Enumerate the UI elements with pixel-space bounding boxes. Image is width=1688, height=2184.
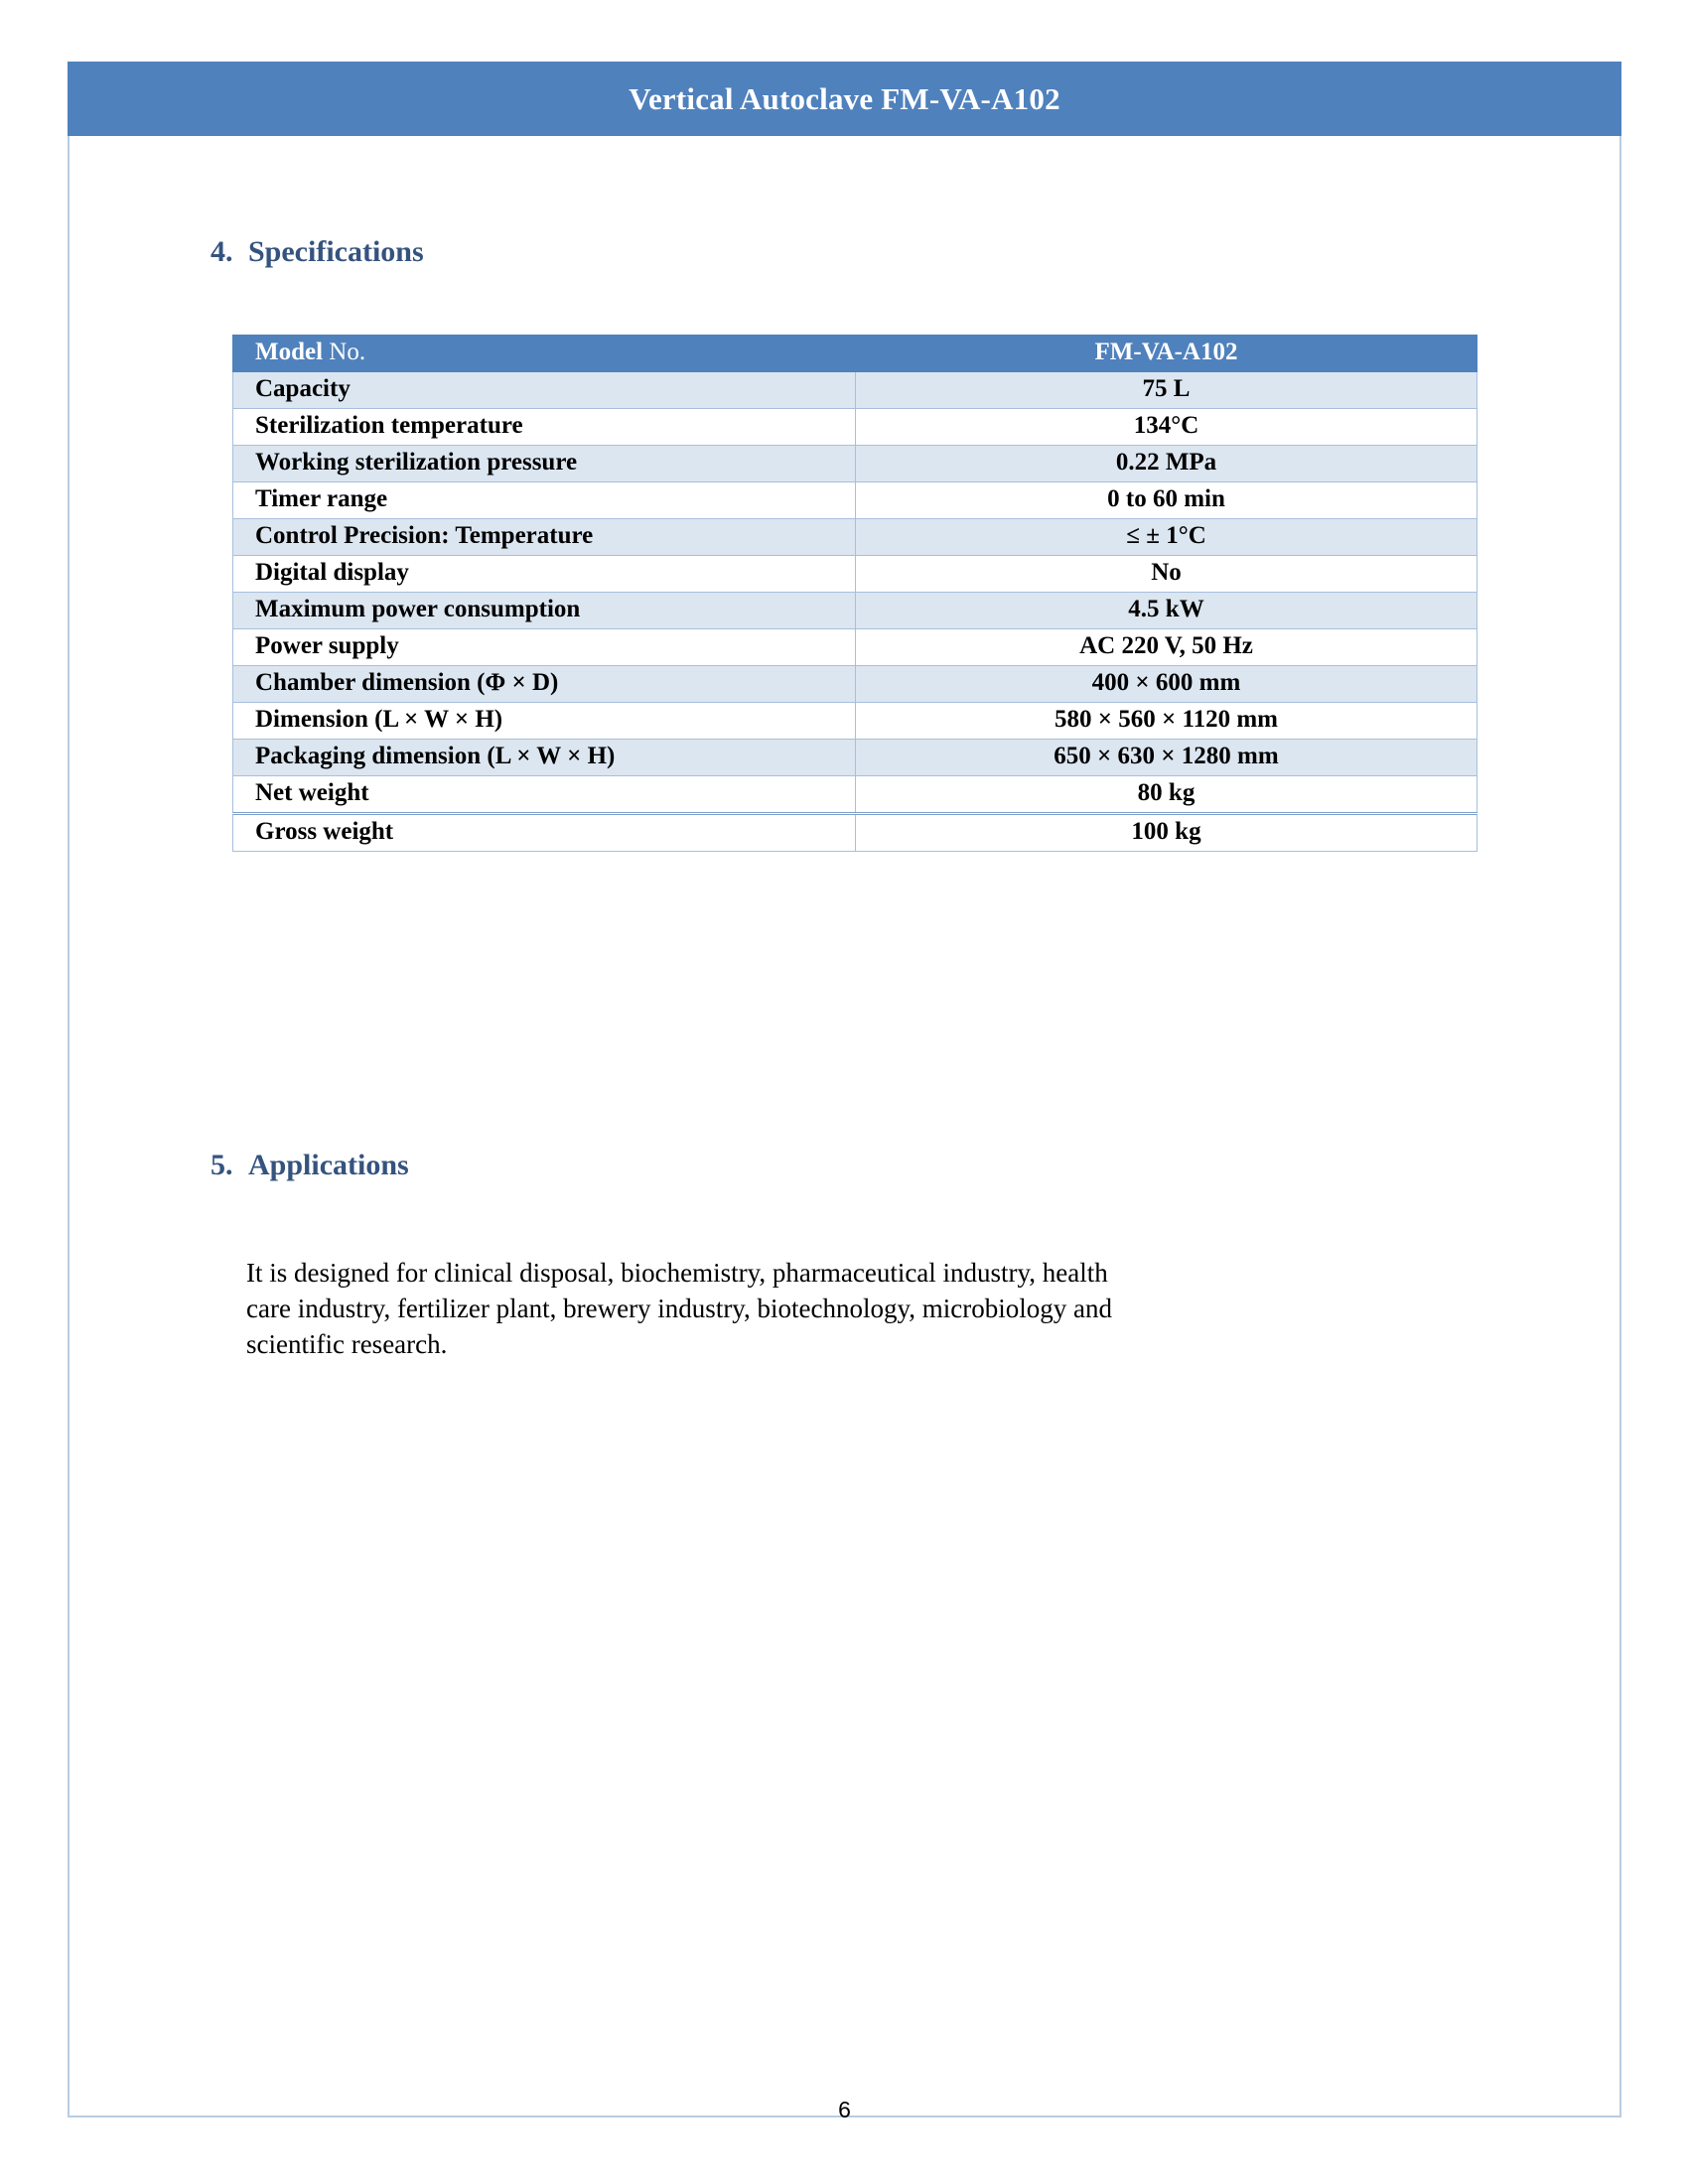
spec-label-packaging-dimension: Packaging dimension (L × W × H) [233, 740, 856, 776]
table-row [233, 409, 1477, 446]
spec-value-packaging-dimension: 650 × 630 × 1280 mm [856, 740, 1477, 776]
spec-label-power-supply: Power supply [233, 629, 856, 666]
specifications-table-container [232, 335, 1477, 852]
table-row [233, 814, 1477, 852]
section-title-applications: Applications [248, 1149, 409, 1181]
table-row [233, 776, 1477, 814]
table-header-cell-model [233, 336, 856, 372]
page-number: 6 [838, 2097, 851, 2122]
spec-label-control-precision-temperature: Control Precision: Temperature [233, 519, 856, 556]
specifications-table [232, 335, 1477, 852]
table-row [233, 593, 1477, 629]
spec-label-maximum-power-consumption: Maximum power consumption [233, 593, 856, 629]
table-row [233, 740, 1477, 776]
spec-value-dimension: 580 × 560 × 1120 mm [856, 703, 1477, 740]
table-row [233, 519, 1477, 556]
spec-value-capacity: 75 L [856, 372, 1477, 409]
spec-label-chamber-dimension: Chamber dimension (Φ × D) [233, 666, 856, 703]
document-title: Vertical Autoclave FM-VA-A102 [629, 81, 1060, 116]
section-number-applications: 5. [211, 1149, 233, 1181]
table-head [233, 336, 1477, 372]
table-body [233, 372, 1477, 852]
section-title-specifications: Specifications [248, 235, 424, 268]
spec-label-sterilization-temperature: Sterilization temperature [233, 409, 856, 446]
applications-paragraph: It is designed for clinical disposal, biochemistry, pharmaceutical industry, health care industry, fertilizer plant, brewery industry, biotechnology, microbiology and scientific research. [246, 1258, 1112, 1360]
section-number-specifications: 4. [211, 235, 233, 268]
spec-label-gross-weight: Gross weight [233, 814, 856, 852]
spec-value-sterilization-temperature: 134°C [856, 409, 1477, 446]
table-row [233, 666, 1477, 703]
spec-value-net-weight: 80 kg [856, 776, 1477, 814]
spec-value-timer-range: 0 to 60 min [856, 482, 1477, 519]
table-row [233, 556, 1477, 593]
spec-value-digital-display: No [856, 556, 1477, 593]
section-heading-applications [211, 1149, 409, 1181]
spec-label-capacity: Capacity [233, 372, 856, 409]
table-row [233, 629, 1477, 666]
table-header-model-regular: No. [323, 339, 366, 365]
spec-value-control-precision-temperature: ≤ ± 1°C [856, 519, 1477, 556]
spec-label-digital-display: Digital display [233, 556, 856, 593]
spec-value-gross-weight: 100 kg [856, 814, 1477, 852]
table-header-model-bold: Model [255, 339, 324, 365]
spec-label-timer-range: Timer range [233, 482, 856, 519]
spec-value-chamber-dimension: 400 × 600 mm [856, 666, 1477, 703]
spec-label-net-weight: Net weight [233, 776, 856, 814]
table-header-row [233, 336, 1477, 372]
table-row [233, 372, 1477, 409]
table-row [233, 482, 1477, 519]
section-heading-specifications [211, 235, 424, 268]
spec-value-power-supply: AC 220 V, 50 Hz [856, 629, 1477, 666]
table-header-cell-model-value: FM-VA-A102 [856, 336, 1477, 372]
document-page [68, 62, 1621, 2122]
spec-value-working-sterilization-pressure: 0.22 MPa [856, 446, 1477, 482]
document-header-banner [68, 62, 1621, 136]
table-row [233, 446, 1477, 482]
spec-value-maximum-power-consumption: 4.5 kW [856, 593, 1477, 629]
spec-label-dimension: Dimension (L × W × H) [233, 703, 856, 740]
table-row [233, 703, 1477, 740]
spec-label-working-sterilization-pressure: Working sterilization pressure [233, 446, 856, 482]
